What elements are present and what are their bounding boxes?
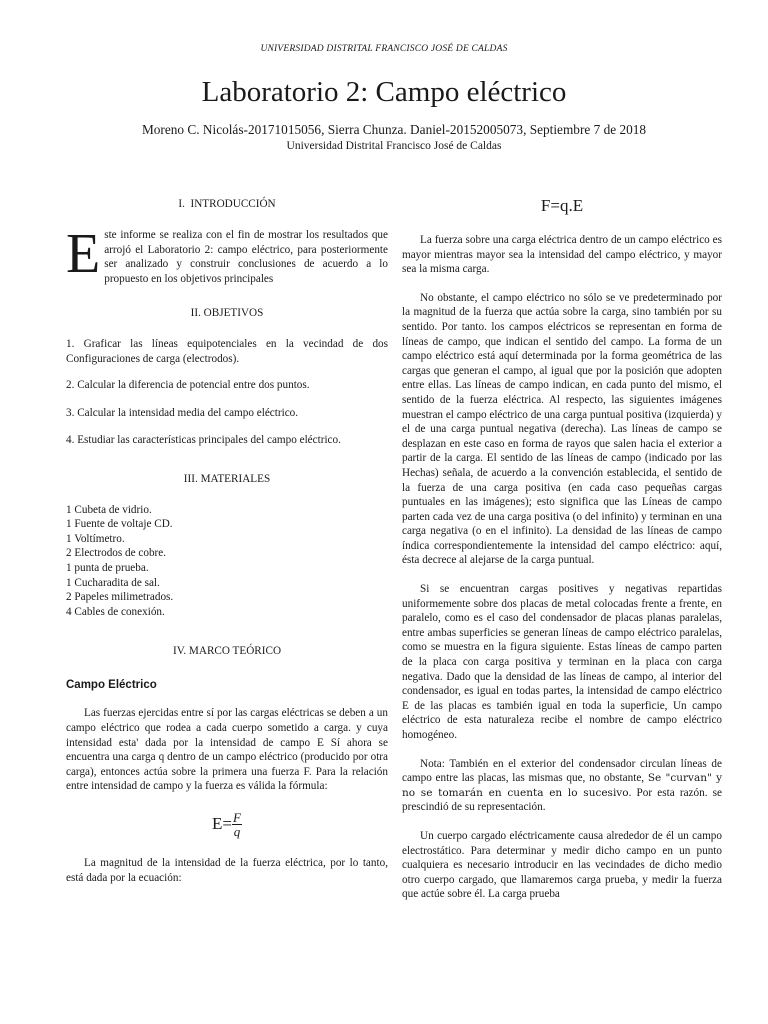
fraction-denominator: q: [233, 823, 241, 839]
section-number: I.: [178, 198, 185, 210]
list-item: 2. Calcular la diferencia de potencial entre dos puntos.: [66, 379, 310, 392]
right-column: [402, 196, 723, 902]
note-text-c: . Por esta razón. se prescindió de su representación.: [402, 786, 722, 814]
intro-text: ste informe se realiza con el fin de mostrar los resultados que arrojó el Laboratorio 2: campo eléctrico, para posteriormente ser analizado y construir conclusiones de acuerdo a lo propuesto en los objetivos principales: [104, 229, 388, 285]
intro-paragraph: [66, 223, 388, 286]
section-heading-marco-teorico: IV. MARCO TEÓRICO: [172, 645, 282, 658]
right-paragraph-2: No obstante, el campo eléctrico no sólo se ve predeterminado por la magnitud de la fuerza que actúa sobre la carga, sino también por su sentido. Por tanto. los campos eléctricos se representan en forma de líneas de campo, que indican el sentido del campo. La forma de un campo eléctrico está aquí determinada por la forma geométrica de las cargas que generan el campo, al igual que por la posición que adopten entre ellas. Las líneas de campo indican, en cada punto del mismo, el sentido de la fuerza eléctrica. Al respecto, las siguientes imágenes muestran el campo eléctrico de una carga puntual positiva (izquierda) y el de una carga puntual negativa (derecha). Las líneas de campo se desplazan en este caso en forma de rayos que salen hacia el exterior a partir de la carga. El sentido de las líneas de campo (indicado por las Hechas) señala, de acuerdo a la convención establecida, el sentido de la fuerza de una carga positiva (en cada caso pequeñas cargas puntuales en las imágenes); esto significa que las Líneas de campo parten cada vez de una carga positiva (o del infinito) y terminan en una carga negativa (o en el infinito). La densidad de las líneas de campo índica correspondientemente la intensidad del campo eléctrico: aquí, ésta decrece al alejarse de la carga puntual.: [402, 291, 722, 567]
right-paragraph-1: La fuerza sobre una carga eléctrica dentro de un campo eléctrico es mayor mientras mayor sea la intensidad del campo eléctrico, y mayor sea la misma carga.: [402, 234, 722, 276]
subsection-heading-campo-electrico: Campo Eléctrico: [66, 678, 157, 691]
list-item: 4 Cables de conexión.: [66, 605, 165, 618]
note-text-a: Nota: También en el exterior del condensador circulan líneas de campo entre las placas, las mismas que, no obstante,: [402, 757, 722, 785]
fraction-numerator: F: [233, 809, 241, 825]
heading-rest: NTRODUCCIÓN: [194, 198, 276, 210]
paper-title: Laboratorio 2: Campo eléctrico: [201, 76, 567, 108]
formula-e-equals-f-over-q: [66, 802, 388, 846]
list-item: 1 Voltímetro.: [66, 532, 125, 545]
list-item: 1 punta de prueba.: [66, 561, 149, 574]
section-heading-objetivos: II. OBJETIVOS: [190, 307, 264, 320]
affiliation-line: Universidad Distrital Francisco José de Caldas: [286, 140, 502, 152]
list-item: 2 Electrodos de cobre.: [66, 547, 167, 560]
running-header: UNIVERSIDAD DISTRITAL FRANCISCO JOSÉ DE CALDAS: [260, 44, 508, 54]
list-item: 4. Estudiar las características principales del campo eléctrico.: [66, 434, 341, 447]
formula-f-equals-qe: F=q.E: [540, 196, 584, 215]
objetivos-list: [66, 337, 388, 448]
section-heading-materiales: III. MATERIALES: [183, 472, 271, 485]
left-column: [66, 197, 388, 885]
right-paragraph-3: Si se encuentran cargas positives y negativas repartidas uniformemente sobre dos placas de metal colocadas frente a frente, en paralelo, como es el caso del condensador de placas planas paralelas, entre ambas superficies se generan líneas de campo eléctrico paralelas, como se muestra en la figura siguiente. Estas líneas de campo parten de la placa con carga positiva y terminan en la placa con carga negativa. Dado que la densidad de las líneas de campo, al interior del condensador, es igual en todas partes, la intensidad de campo eléctrico E de las placas es también igual en toda la superficie, Un campo eléctrico de esta naturaleza recibe el nombre de campo eléctrico homogéneo.: [402, 583, 722, 741]
fraction: [232, 811, 242, 838]
campo-paragraph-1: Las fuerzas ejercidas entre sí por las cargas eléctricas se deben a un campo eléctrico que rodea a cada cuerpo sometido a carga. y cuya intensidad esta' dada por la intensidad de campo E Sí ahora se encuentra una carga q dentro de un campo eléctrico (producido por otra carga), entonces actúa sobre la primera una fuerza F. Para la relación entre intensidad de campo y la fuerza es válida la fórmula:: [66, 707, 388, 793]
list-item: 1 Cubeta de vidrio.: [66, 503, 152, 516]
right-paragraph-5: Un cuerpo cargado eléctricamente causa alrededor de él un campo electrostático. Para determinar y medir dicho campo en un punto cualquiera es necesario introducir en las vecindades de dicho medio otro cuerpo cargado, que llamaremos carga prueba, y medir la fuerza que actúe sobre él. La carga prueba: [402, 829, 722, 901]
list-item: 1. Graficar las líneas equipotenciales en la vecindad de dos Configuraciones de carga (electrodos).: [66, 337, 388, 365]
authors-line: Moreno C. Nicolás-20171015056, Sierra Chunza. Daniel-20152005073, Septiembre 7 de 2018: [141, 122, 647, 137]
campo-paragraph-2: La magnitud de la intensidad de la fuerza eléctrica, por lo tanto, está dada por la ecuación:: [66, 857, 388, 884]
list-item: 2 Papeles milimetrados.: [66, 591, 174, 604]
note-text-b: Se "curvan" y no se tomarán en cuenta en lo sucesivo: [402, 772, 723, 799]
formula-lhs: E=: [212, 813, 233, 833]
list-item: 3. Calcular la intensidad media del campo eléctrico.: [66, 406, 299, 419]
materiales-list: [66, 503, 388, 620]
drop-cap: E: [66, 223, 101, 285]
heading-initial: I: [190, 198, 195, 210]
list-item: 1 Cucharadita de sal.: [66, 576, 160, 589]
right-paragraph-4: [402, 757, 722, 815]
section-heading-introduccion: [66, 197, 388, 215]
list-item: 1 Fuente de voltaje CD.: [66, 518, 173, 531]
